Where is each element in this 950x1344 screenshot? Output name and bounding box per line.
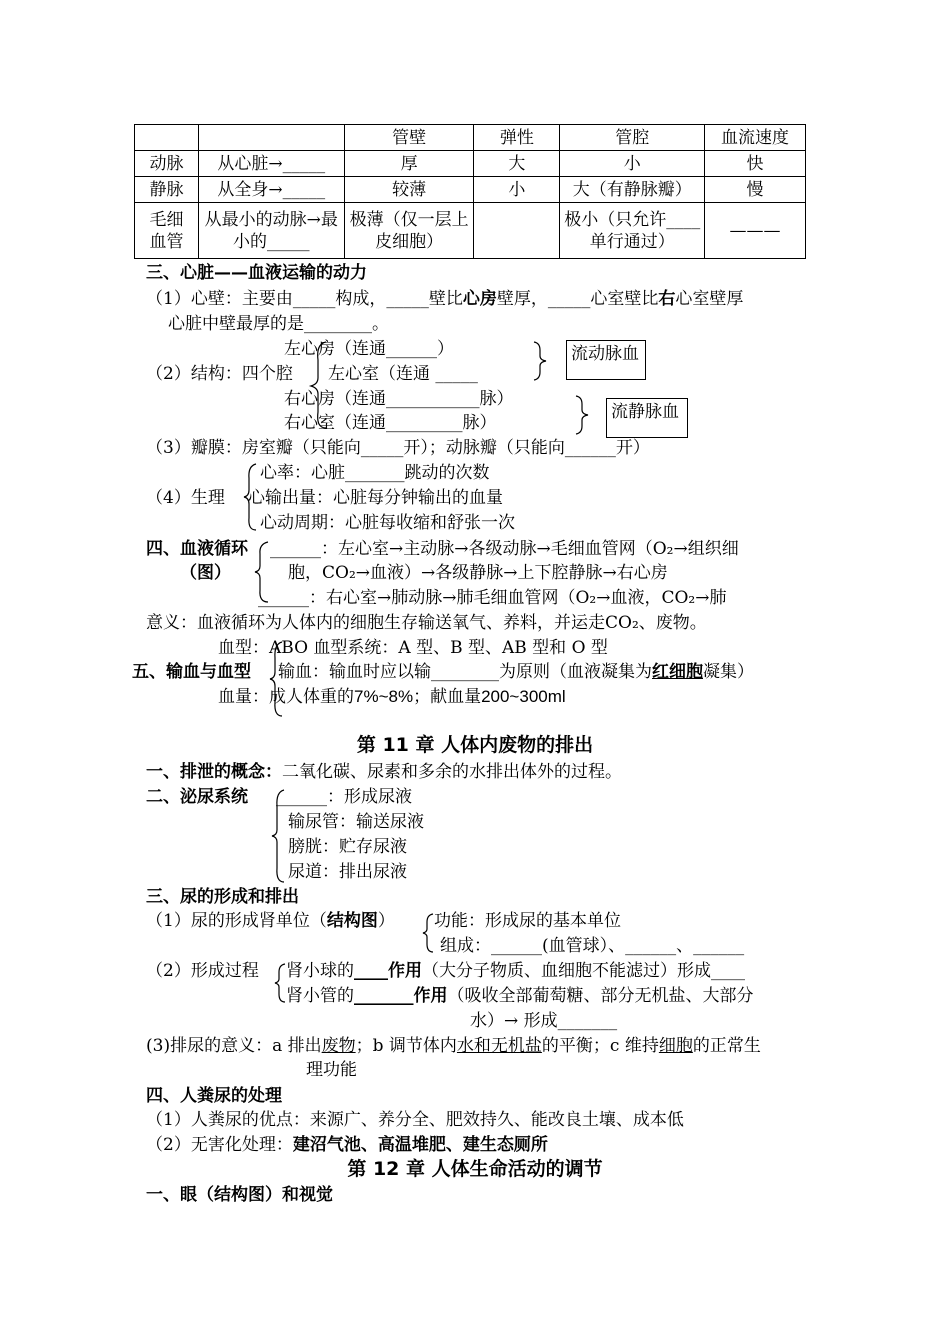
- glomerulus-text-2: （大分子物质、血细胞不能滤过）形成____: [422, 961, 745, 981]
- chapter-11-title: 第 11 章 人体内废物的排出: [356, 734, 594, 756]
- transfusion-text: 输血：输血时应以输________为原则（血液凝集为: [278, 662, 652, 682]
- urination-text-a: (3)排尿的意义：a 排出: [146, 1036, 322, 1056]
- table-cell: 管壁: [344, 125, 474, 151]
- pulmonary-circulation-line: ______：右心室→肺动脉→肺毛细血管网（O₂→血液，CO₂→肺: [258, 588, 727, 608]
- physiology-cardiac-output: 心输出量：心脏每分钟输出的血量: [248, 488, 503, 508]
- table-cell: 从心脏→_____: [198, 151, 344, 177]
- excretion-concept-line: [146, 761, 622, 783]
- valve-line: （3）瓣膜：房室瓣（只能向_____开）；动脉瓣（只能向______开）: [146, 438, 650, 458]
- transfusion-title: 五、输血与血型: [132, 662, 251, 682]
- tubule-reabsorption-blank: _______作用: [354, 986, 448, 1006]
- glomerulus-filtration-line: [286, 960, 745, 982]
- urination-waste: 废物: [321, 1036, 356, 1056]
- structure-right-atrium: 右心房（连通___________脉）: [284, 389, 514, 409]
- table-row: [135, 203, 806, 259]
- table-cell: 小: [474, 177, 560, 203]
- heart-section-title: 三、心脏——血液运输的动力: [146, 263, 367, 283]
- tubule-reabsorption-line: [286, 985, 754, 1007]
- tubule-text: 肾小管的: [286, 986, 354, 1006]
- manure-treatment-line: [146, 1134, 548, 1156]
- structure-label: （2）结构：四个腔: [146, 364, 293, 384]
- systemic-circulation-line: ______：左心室→主动脉→各级动脉→毛细血管网（O₂→组织细: [270, 539, 739, 559]
- urinary-item-ureter: 输尿管：输送尿液: [288, 812, 424, 832]
- nephron-text-2: ）: [377, 911, 395, 931]
- table-cell: 血流速度: [705, 125, 806, 151]
- table-cell: [198, 125, 344, 151]
- structure-brace: [308, 340, 330, 430]
- table-cell: 大（有静脉瓣）: [560, 177, 705, 203]
- table-cell: 极薄（仅一层上皮细胞）: [344, 203, 474, 259]
- transfusion-red-cell: 红细胞: [652, 662, 703, 682]
- urinary-item-bladder: 膀胱：贮存尿液: [288, 837, 407, 857]
- urination-meaning-line: [146, 1035, 761, 1057]
- left-heart-brace: [532, 340, 548, 382]
- table-cell: [474, 203, 560, 259]
- urine-formation-title: 三、尿的形成和排出: [146, 887, 299, 907]
- urination-cell: 细胞: [658, 1036, 693, 1056]
- heart-wall-bold-atrium: 心房: [462, 289, 497, 309]
- structure-left-ventricle: 左心室（连通 _____: [328, 364, 478, 384]
- table-header-row: [135, 125, 806, 151]
- table-cell: 快: [705, 151, 806, 177]
- urination-text-b: ；b 调节体内: [355, 1036, 457, 1056]
- structure-left-atrium: 左心房（连通______）: [284, 339, 454, 359]
- nephron-composition: 组成：______(血管球）、______、______: [440, 936, 745, 956]
- manure-title: 四、人粪尿的处理: [146, 1086, 282, 1106]
- nephron-function: 功能：形成尿的基本单位: [434, 911, 621, 931]
- glomerulus-text: 肾小球的: [286, 961, 354, 981]
- excretion-concept-text: 二氧化碳、尿素和多余的水排出体外的过程。: [282, 762, 622, 782]
- table-cell: ———: [705, 203, 806, 259]
- vessel-table: [134, 124, 806, 259]
- urinary-item-urethra: 尿道：排出尿液: [288, 862, 407, 882]
- urinary-system-title: 二、泌尿系统: [146, 787, 248, 807]
- heart-wall-text-2: 壁厚，_____心室壁比: [496, 289, 659, 309]
- circulation-title: 四、血液循环: [146, 539, 248, 559]
- eye-section-title: 一、眼（结构图）和视觉: [146, 1185, 333, 1205]
- transfusion-line: [278, 661, 754, 683]
- chapter-12-title: 第 12 章 人体生命活动的调节: [347, 1158, 603, 1180]
- urination-water-salt: 水和无机盐: [456, 1036, 542, 1056]
- transfusion-text-2: 凝集）: [703, 662, 754, 682]
- heart-wall-line: [146, 288, 743, 310]
- physiology-label: （4）生理: [146, 488, 225, 508]
- right-heart-brace: [574, 394, 590, 436]
- table-row: [135, 151, 806, 177]
- physiology-heart-rate: 心率：心脏_______跳动的次数: [260, 463, 490, 483]
- blood-volume-text: 血量：成人体重的7%~8%；献血量200~300ml: [218, 687, 566, 706]
- manure-treatment-label: （2）无害化处理：: [146, 1135, 293, 1155]
- table-cell: 慢: [705, 177, 806, 203]
- urination-text-c: 的平衡；c 维持: [541, 1036, 659, 1056]
- circulation-meaning: 意义：血液循环为人体内的细胞生存输送氧气、养料，并运走CO₂、废物。: [146, 613, 707, 633]
- heart-wall-text-3: 心室壁厚: [675, 289, 744, 309]
- tubule-reabsorption-line-2: 水）→ 形成_______: [470, 1011, 618, 1031]
- blood-volume-line: [218, 686, 566, 708]
- formation-process-label: （2）形成过程: [146, 961, 259, 981]
- urination-text-d: 的正常生: [692, 1036, 761, 1056]
- table-cell: 从全身→_____: [198, 177, 344, 203]
- box-vein-blood: 流静脉血: [606, 398, 688, 438]
- nephron-structure-figure: 结构图: [326, 911, 378, 931]
- table-cell: 极小（只允许____单行通过）: [560, 203, 705, 259]
- table-cell: 动脉: [135, 151, 199, 177]
- table-cell: 弹性: [474, 125, 560, 151]
- glomerulus-filtration-blank: ____作用: [354, 961, 422, 981]
- manure-advantage: （1）人粪尿的优点：来源广、养分全、肥效持久、能改良土壤、成本低: [146, 1110, 684, 1130]
- excretion-concept-title: 一、排泄的概念：: [146, 762, 282, 782]
- heart-wall-text: （1）心壁：主要由_____构成，_____壁比: [146, 289, 463, 309]
- table-cell: 毛细血管: [135, 203, 199, 259]
- urination-meaning-line-2: 理功能: [306, 1060, 357, 1080]
- heart-wall-line-2: 心脏中壁最厚的是________。: [168, 314, 389, 334]
- structure-right-ventricle: 右心室（连通_________脉）: [284, 413, 497, 433]
- nephron-text: （1）尿的形成肾单位（: [146, 911, 327, 931]
- table-cell: 小: [560, 151, 705, 177]
- systemic-circulation-line-2: 胞，CO₂→血液）→各级静脉→上下腔静脉→右心房: [288, 563, 668, 583]
- circulation-title-figure: （图）: [180, 563, 231, 583]
- tubule-text-2: （吸收全部葡萄糖、部分无机盐、大部分: [447, 986, 754, 1006]
- table-cell: 从最小的动脉→最小的_____: [198, 203, 344, 259]
- box-artery-blood: 流动脉血: [566, 340, 646, 380]
- table-cell: 较薄: [344, 177, 474, 203]
- table-row: [135, 177, 806, 203]
- table-cell: 大: [474, 151, 560, 177]
- manure-treatment-methods: 建沼气池、高温堆肥、建生态厕所: [292, 1135, 548, 1155]
- table-cell: 管腔: [560, 125, 705, 151]
- table-cell: 厚: [344, 151, 474, 177]
- blood-type-line: 血型：ABO 血型系统：A 型、B 型、AB 型和 O 型: [218, 638, 608, 658]
- table-cell: 静脉: [135, 177, 199, 203]
- table-cell: [135, 125, 199, 151]
- urinary-item-kidney: ______：形成尿液: [276, 787, 412, 807]
- physiology-cardiac-cycle: 心动周期：心脏每收缩和舒张一次: [260, 513, 515, 533]
- heart-wall-bold-right: 右: [658, 289, 676, 309]
- nephron-line: [146, 910, 395, 932]
